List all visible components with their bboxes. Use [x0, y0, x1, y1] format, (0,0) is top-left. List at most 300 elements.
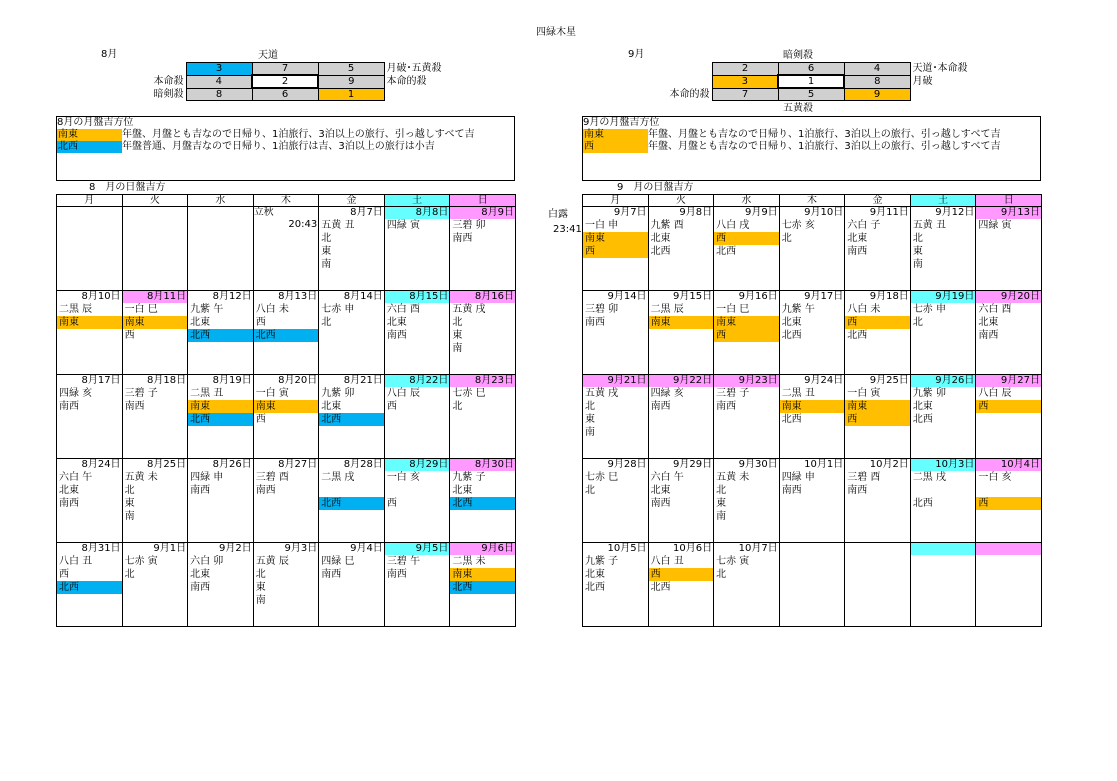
day-star: 四緑 申	[190, 472, 224, 483]
day-direction: 北西	[188, 413, 253, 426]
day-content	[450, 543, 515, 594]
day-content	[319, 291, 384, 329]
sep-grid-left-label: 本命的殺	[669, 88, 710, 100]
day-date: 8月28日	[343, 459, 383, 470]
day-direction: 東	[585, 414, 595, 425]
day-direction: 北	[781, 233, 792, 244]
weekday-header: 日	[976, 195, 1042, 207]
day-date: 10月4日	[976, 459, 1041, 471]
day-content	[976, 375, 1041, 413]
day-direction: 北東	[650, 233, 671, 244]
day-date: 8月15日	[385, 291, 450, 303]
day-content	[254, 207, 319, 231]
day-content	[911, 543, 976, 555]
sep-grid-right-label	[910, 88, 976, 101]
aug-kichi-direction: 北西	[57, 141, 122, 153]
weekday-header: 金	[845, 195, 911, 207]
calendar-day-cell	[384, 375, 450, 459]
day-content	[780, 375, 845, 426]
calendar-day-cell	[188, 375, 254, 459]
page-title: 四緑木星	[536, 27, 576, 38]
day-direction: 南	[585, 427, 595, 438]
calendar-day-cell	[779, 459, 845, 543]
day-star: 六白 午	[650, 472, 684, 483]
day-star: 七赤 亥	[781, 220, 815, 231]
day-content	[583, 543, 648, 594]
weekday-header: 水	[188, 195, 254, 207]
calendar-day-cell	[450, 459, 516, 543]
day-date: 9月20日	[976, 291, 1041, 303]
aug-grid-cell: 7	[252, 63, 318, 76]
day-direction: 北東	[59, 485, 79, 496]
day-date: 9月9日	[744, 207, 778, 218]
sep-grid-row	[646, 75, 976, 88]
day-star: 一白 亥	[386, 472, 420, 483]
weekday-header: 火	[648, 195, 714, 207]
day-star: 五黄 戌	[585, 388, 619, 399]
day-content	[714, 375, 779, 413]
calendar-day-cell	[845, 291, 911, 375]
day-direction: 南西	[650, 401, 671, 412]
sep-kichi-text: 年盤、月盤とも吉なので日帰り、1泊旅行、3泊以上の旅行、引っ越しすべて吉	[648, 129, 1001, 140]
day-direction: 北	[585, 401, 595, 412]
day-content	[780, 291, 845, 342]
day-star: 八白 辰	[386, 388, 420, 399]
day-star: 三碧 酉	[255, 472, 289, 483]
day-date: 8月9日	[450, 207, 515, 219]
aug-calendar	[56, 194, 516, 627]
day-content	[123, 375, 188, 413]
day-date: 8月13日	[278, 291, 318, 302]
aug-calendar-title: 8 月の日盤吉方	[89, 182, 166, 193]
day-direction: 西	[386, 401, 397, 412]
day-content	[57, 291, 122, 329]
calendar-day-cell	[384, 543, 450, 627]
aug-kichi-row	[57, 129, 514, 141]
day-date: 9月8日	[679, 207, 713, 218]
day-content	[254, 291, 319, 342]
day-content	[123, 459, 188, 523]
calendar-week-row	[57, 207, 516, 291]
calendar-day-cell	[648, 459, 714, 543]
day-direction: 北東	[321, 401, 342, 412]
day-date: 9月26日	[911, 375, 976, 387]
calendar-day-cell	[384, 291, 450, 375]
day-date	[254, 207, 319, 219]
day-date: 8月26日	[212, 459, 252, 470]
calendar-day-cell	[384, 459, 450, 543]
day-star: 七赤 申	[912, 304, 946, 315]
day-direction: 南	[255, 595, 266, 606]
day-direction: 南西	[781, 485, 802, 496]
calendar-day-cell	[910, 291, 976, 375]
day-date: 8月7日	[350, 207, 383, 218]
day-content	[845, 207, 910, 258]
calendar-day-cell	[648, 543, 714, 627]
day-content	[450, 207, 515, 245]
day-content	[254, 543, 319, 607]
aug-kichi-title: 8月の月盤吉方位	[57, 117, 134, 128]
day-star: 八白 未	[255, 304, 289, 315]
day-direction: 北東	[190, 569, 211, 580]
sep-calendar	[582, 194, 1042, 627]
sep-grid-right-label: 天道･本命殺	[912, 63, 968, 75]
calendar-day-cell	[714, 543, 780, 627]
day-direction	[976, 484, 1041, 497]
day-date: 8月24日	[81, 459, 121, 470]
day-direction: 南	[716, 511, 727, 522]
calendar-day-cell	[188, 543, 254, 627]
aug-grid-right-label: 本命的殺	[386, 76, 427, 87]
day-direction: 南西	[386, 569, 407, 580]
day-content	[649, 291, 714, 329]
day-direction	[319, 484, 384, 497]
day-date: 8月22日	[385, 375, 450, 387]
day-date: 9月21日	[583, 375, 648, 387]
day-date: 8月31日	[81, 543, 121, 554]
day-star: 九紫 子	[585, 556, 619, 567]
sep-grid-cell: 5	[778, 88, 844, 101]
day-direction: 北	[321, 233, 332, 244]
day-direction	[385, 484, 450, 497]
calendar-day-cell	[583, 543, 649, 627]
day-direction: 西	[976, 497, 1041, 510]
day-star: 七赤 巳	[585, 472, 619, 483]
aug-kichi-row	[57, 141, 514, 153]
day-star: 一白 寅	[847, 388, 881, 399]
day-content	[385, 459, 450, 510]
day-content	[976, 207, 1041, 232]
calendar-day-cell	[188, 207, 254, 291]
day-direction: 南西	[716, 401, 737, 412]
day-star: 一白 申	[585, 220, 619, 231]
day-direction: 西	[845, 413, 910, 426]
day-star: 四緑 巳	[321, 556, 355, 567]
calendar-day-cell	[253, 543, 319, 627]
calendar-day-cell	[648, 291, 714, 375]
day-direction: 南東	[123, 316, 188, 329]
sep-kyusei-grid	[646, 62, 976, 101]
day-content	[450, 291, 515, 355]
sep-grid-cell: 3	[712, 75, 778, 88]
aug-grid-cell: 9	[318, 75, 384, 88]
sep-grid-right-label: 月破	[912, 76, 933, 87]
day-direction: 北東	[650, 485, 671, 496]
calendar-day-cell	[845, 207, 911, 291]
day-direction: 北西	[450, 497, 515, 510]
day-date: 9月23日	[714, 375, 779, 387]
day-date: 9月6日	[450, 543, 515, 555]
day-direction: 南西	[124, 401, 145, 412]
day-direction	[911, 484, 976, 497]
day-content	[57, 375, 122, 413]
day-direction: 南東	[583, 232, 648, 245]
day-direction: 北	[124, 569, 135, 580]
day-direction: 北	[452, 317, 463, 328]
aug-grid-cell: 4	[186, 75, 252, 88]
day-star: 五黄 丑	[321, 220, 355, 231]
day-star: 五黄 戌	[452, 304, 486, 315]
day-date: 10月7日	[738, 543, 778, 554]
day-direction: 北	[716, 485, 727, 496]
aug-grid-left-label: 本命殺	[153, 76, 184, 87]
day-date	[845, 543, 910, 555]
day-direction: 北	[255, 569, 266, 580]
day-content	[188, 543, 253, 594]
day-star: 二黒 辰	[59, 304, 93, 315]
day-content	[649, 375, 714, 413]
day-direction: 西	[255, 414, 266, 425]
day-date: 9月4日	[350, 543, 383, 554]
day-direction: 西	[59, 569, 69, 580]
day-direction: 西	[583, 245, 648, 258]
day-content	[911, 459, 976, 510]
day-direction: 南西	[59, 498, 79, 509]
sep-setsu-time: 23:41	[553, 224, 582, 235]
day-star: 四緑 寅	[978, 220, 1012, 231]
calendar-week-row	[583, 543, 1042, 627]
day-content	[123, 543, 188, 581]
calendar-day-cell	[319, 207, 385, 291]
day-date: 9月25日	[869, 375, 909, 386]
day-direction: 北西	[781, 414, 802, 425]
day-date: 9月15日	[673, 291, 713, 302]
day-content	[714, 543, 779, 581]
day-date: 9月1日	[153, 543, 187, 554]
day-content	[188, 207, 253, 219]
day-date: 9月11日	[869, 207, 909, 218]
calendar-day-cell	[583, 207, 649, 291]
calendar-day-cell	[188, 291, 254, 375]
day-date: 9月29日	[673, 459, 713, 470]
day-star: 八白 戌	[716, 220, 750, 231]
day-content	[319, 459, 384, 510]
day-star: 一白 巳	[716, 304, 750, 315]
weekday-header: 土	[384, 195, 450, 207]
aug-month-label: 8月	[101, 49, 118, 60]
day-date: 9月12日	[935, 207, 975, 218]
solar-term-time: 20:43	[288, 219, 318, 230]
day-content	[57, 207, 122, 219]
weekday-header: 木	[779, 195, 845, 207]
calendar-day-cell	[253, 207, 319, 291]
calendar-week-row	[583, 459, 1042, 543]
calendar-day-cell	[648, 207, 714, 291]
day-direction: 北	[912, 233, 923, 244]
calendar-day-cell	[450, 375, 516, 459]
day-star: 一白 亥	[978, 472, 1012, 483]
day-content	[583, 291, 648, 329]
day-star: 五黄 未	[716, 472, 750, 483]
day-date	[780, 543, 845, 555]
day-date: 9月3日	[284, 543, 318, 554]
day-direction: 南東	[450, 568, 515, 581]
day-direction: 北西	[650, 582, 671, 593]
day-content	[714, 207, 779, 258]
calendar-day-cell	[57, 207, 123, 291]
aug-grid-cell: 8	[186, 88, 252, 101]
day-direction: 北東	[978, 317, 999, 328]
day-direction: 南	[124, 511, 135, 522]
day-direction: 南東	[714, 316, 779, 329]
day-content	[319, 543, 384, 581]
day-star: 六白 子	[847, 220, 881, 231]
day-star: 八白 未	[847, 304, 881, 315]
day-content	[780, 459, 845, 497]
sep-grid-cell: 4	[844, 63, 910, 76]
calendar-day-cell	[253, 291, 319, 375]
calendar-week-row	[57, 291, 516, 375]
calendar-week-row	[57, 375, 516, 459]
calendar-day-cell	[976, 375, 1042, 459]
day-star: 二黒 丑	[190, 388, 224, 399]
day-direction: 南	[912, 259, 923, 270]
day-content	[123, 291, 188, 342]
calendar-day-cell	[57, 291, 123, 375]
day-date	[123, 207, 188, 219]
day-direction: 北西	[650, 246, 671, 257]
sep-grid-cell: 7	[712, 88, 778, 101]
day-star: 六白 酉	[386, 304, 420, 315]
day-direction: 南西	[650, 498, 671, 509]
day-date: 8月16日	[450, 291, 515, 303]
day-star: 八白 丑	[650, 556, 684, 567]
calendar-day-cell	[779, 207, 845, 291]
day-direction: 北西	[781, 330, 802, 341]
day-date: 10月3日	[911, 459, 976, 471]
day-direction: 北西	[188, 329, 253, 342]
day-direction: 西	[649, 568, 714, 581]
aug-grid-row	[120, 88, 450, 101]
day-direction: 南西	[386, 330, 407, 341]
day-star: 一白 寅	[255, 388, 289, 399]
day-direction: 西	[386, 498, 397, 509]
day-direction: 北東	[781, 317, 802, 328]
day-direction: 北西	[319, 413, 384, 426]
day-star: 八白 辰	[978, 388, 1012, 399]
day-star: 三碧 午	[386, 556, 420, 567]
day-date: 9月13日	[976, 207, 1041, 219]
aug-kichi-direction: 南東	[57, 129, 122, 141]
day-star: 九紫 午	[190, 304, 224, 315]
day-star: 三碧 卯	[585, 304, 619, 315]
calendar-day-cell	[845, 459, 911, 543]
aug-grid-cell: 5	[318, 63, 384, 76]
aug-grid-left-label	[120, 63, 186, 76]
calendar-day-cell	[845, 543, 911, 627]
calendar-day-cell	[976, 207, 1042, 291]
calendar-day-cell	[714, 375, 780, 459]
day-date: 9月10日	[804, 207, 844, 218]
aug-top-label: 天道	[258, 50, 278, 61]
day-content	[319, 375, 384, 426]
sep-grid-cell: 2	[712, 63, 778, 76]
calendar-day-cell	[976, 459, 1042, 543]
day-star: 三碧 子	[716, 388, 750, 399]
day-direction: 北	[912, 317, 923, 328]
day-direction: 西	[976, 400, 1041, 413]
calendar-day-cell	[910, 207, 976, 291]
aug-kichi-text: 年盤、月盤とも吉なので日帰り、1泊旅行、3泊以上の旅行、引っ越しすべて吉	[122, 129, 475, 140]
day-star: 二黒 戌	[912, 472, 946, 483]
day-date: 8月12日	[212, 291, 252, 302]
day-content	[649, 543, 714, 594]
day-date: 9月16日	[738, 291, 778, 302]
day-date: 8月20日	[278, 375, 318, 386]
weekday-header: 水	[714, 195, 780, 207]
day-date: 8月17日	[81, 375, 121, 386]
calendar-day-cell	[384, 207, 450, 291]
day-direction: 南西	[978, 330, 999, 341]
day-content	[976, 543, 1041, 555]
day-content	[976, 459, 1041, 510]
day-date: 8月21日	[343, 375, 383, 386]
day-content	[649, 207, 714, 258]
calendar-week-row	[583, 291, 1042, 375]
sep-calendar-title: 9 月の日盤吉方	[617, 182, 694, 193]
day-direction: 北東	[190, 317, 211, 328]
day-date: 10月1日	[804, 459, 844, 470]
day-direction: 北西	[716, 246, 737, 257]
sep-kichi-row	[583, 141, 1040, 153]
day-direction: 北東	[912, 401, 933, 412]
calendar-day-cell	[57, 459, 123, 543]
calendar-day-cell	[253, 459, 319, 543]
sep-grid-left-label	[646, 75, 712, 88]
weekday-header: 月	[57, 195, 123, 207]
day-direction: 北西	[585, 582, 605, 593]
day-content	[188, 459, 253, 497]
day-date: 8月27日	[278, 459, 318, 470]
day-direction: 南東	[780, 400, 845, 413]
sep-kichi-row	[583, 129, 1040, 141]
day-date	[976, 543, 1041, 555]
day-star: 九紫 午	[781, 304, 815, 315]
day-date: 8月23日	[450, 375, 515, 387]
day-date: 9月27日	[976, 375, 1041, 387]
day-direction: 南西	[255, 485, 276, 496]
day-star: 二黒 未	[452, 556, 486, 567]
calendar-day-cell	[122, 291, 188, 375]
day-direction: 北西	[912, 414, 933, 425]
calendar-day-cell	[122, 375, 188, 459]
calendar-day-cell	[779, 291, 845, 375]
calendar-week-row	[583, 375, 1042, 459]
day-direction: 東	[912, 246, 923, 257]
day-content	[780, 207, 845, 245]
day-date: 8月29日	[385, 459, 450, 471]
day-date: 10月2日	[869, 459, 909, 470]
day-date: 8月18日	[147, 375, 187, 386]
calendar-day-cell	[779, 543, 845, 627]
day-direction: 北	[585, 485, 595, 496]
calendar-day-cell	[648, 375, 714, 459]
day-star: 七赤 寅	[124, 556, 158, 567]
day-date	[57, 207, 122, 219]
day-direction: 北	[716, 569, 727, 580]
day-direction: 北東	[585, 569, 605, 580]
day-content	[911, 375, 976, 426]
day-direction: 南東	[57, 316, 122, 329]
day-content	[845, 375, 910, 426]
day-date: 9月30日	[738, 459, 778, 470]
day-direction: 南東	[254, 400, 319, 413]
day-date: 8月25日	[147, 459, 187, 470]
day-date: 8月10日	[81, 291, 121, 302]
day-content	[845, 291, 910, 342]
day-content	[254, 375, 319, 426]
aug-grid-left-label: 暗剣殺	[153, 88, 184, 100]
